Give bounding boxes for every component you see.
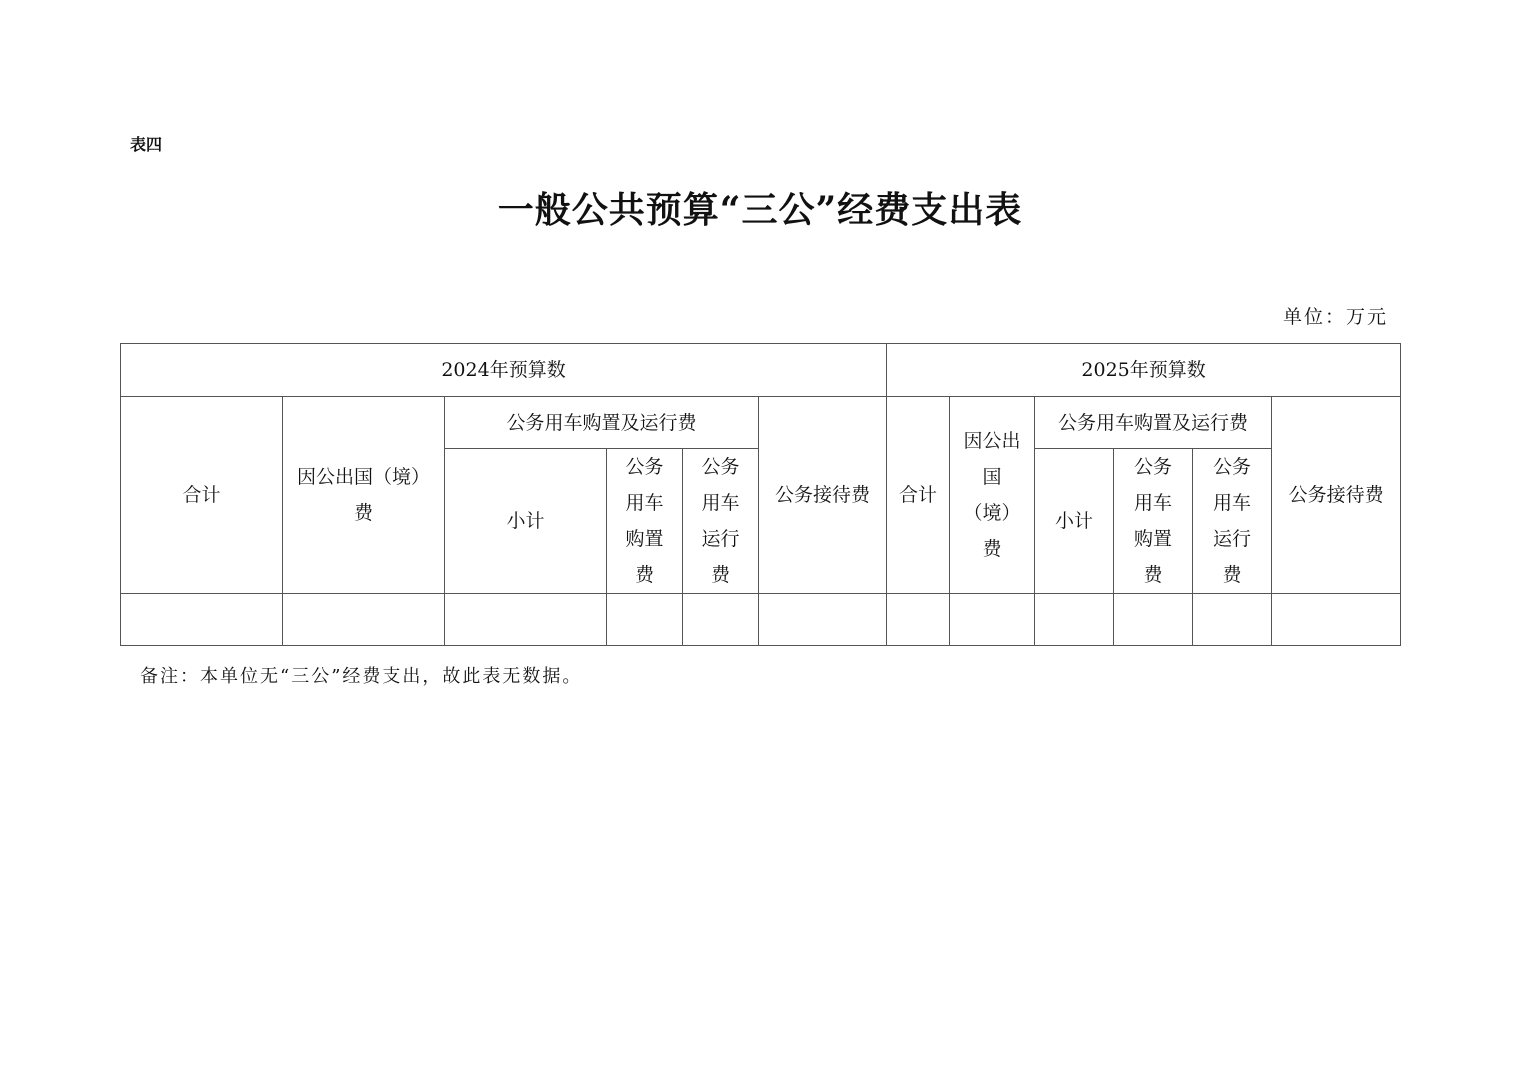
header-reception-2024: 公务接待费 xyxy=(759,397,887,594)
header-row-years xyxy=(121,344,1401,397)
header-total-2024: 合计 xyxy=(121,397,283,594)
table-row xyxy=(121,594,1401,646)
header-reception-2025: 公务接待费 xyxy=(1272,397,1401,594)
data-cell xyxy=(607,594,683,646)
header-year-2025: 2025年预算数 xyxy=(887,344,1401,397)
data-cell xyxy=(887,594,950,646)
header-vehicle-purchase-2025: 公务用车购置费 xyxy=(1114,449,1193,594)
header-total-2025: 合计 xyxy=(887,397,950,594)
data-cell xyxy=(1272,594,1401,646)
header-subtotal-2025: 小计 xyxy=(1035,449,1114,594)
data-cell xyxy=(1114,594,1193,646)
footnote: 备注：本单位无“三公”经费支出，故此表无数据。 xyxy=(140,666,583,687)
header-vehicle-operation-2024: 公务用车运行费 xyxy=(683,449,759,594)
header-vehicle-operation-2025: 公务用车运行费 xyxy=(1193,449,1272,594)
header-abroad-2024: 因公出国（境）费 xyxy=(283,397,445,594)
data-cell xyxy=(283,594,445,646)
page-title: 一般公共预算“三公”经费支出表 xyxy=(497,189,1023,231)
budget-table xyxy=(120,343,1401,646)
header-row-categories xyxy=(121,397,1401,449)
header-subtotal-2024: 小计 xyxy=(445,449,607,594)
data-cell xyxy=(950,594,1035,646)
data-cell xyxy=(1193,594,1272,646)
header-vehicle-group-2025: 公务用车购置及运行费 xyxy=(1035,397,1272,449)
header-vehicle-group-2024: 公务用车购置及运行费 xyxy=(445,397,759,449)
data-cell xyxy=(445,594,607,646)
data-cell xyxy=(1035,594,1114,646)
data-cell xyxy=(121,594,283,646)
data-cell xyxy=(759,594,887,646)
header-vehicle-purchase-2024: 公务用车购置费 xyxy=(607,449,683,594)
table-label: 表四 xyxy=(130,135,163,154)
header-year-2024: 2024年预算数 xyxy=(121,344,887,397)
data-cell xyxy=(683,594,759,646)
header-abroad-2025: 因公出国（境）费 xyxy=(950,397,1035,594)
unit-label: 单位：万元 xyxy=(1282,306,1388,328)
